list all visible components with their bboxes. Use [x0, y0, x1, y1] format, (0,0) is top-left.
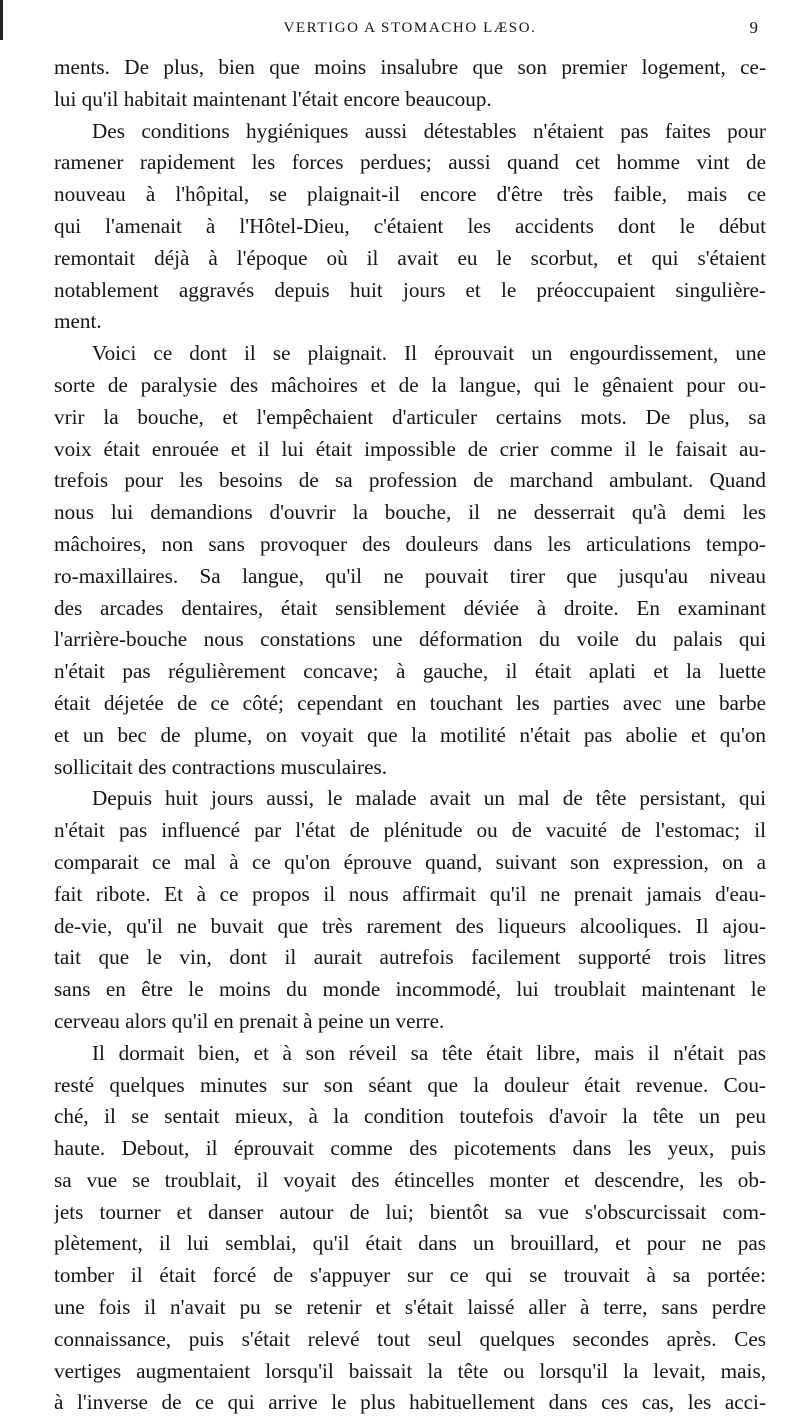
text-line: sans en être le moins du monde incommodé, lui troublait maintenant le [54, 977, 766, 1002]
text-line: Il dormait bien, et à son réveil sa tête était libre, mais il n'était pas [92, 1040, 766, 1065]
text-line: fait ribote. Et à ce propos il nous affirmait qu'il ne prenait jamais d'eau- [54, 881, 766, 906]
text-line: lui qu'il habitait maintenant l'était encore beaucoup. [54, 86, 492, 111]
text-line: tomber il était forcé de s'appuyer sur ce qui se trouvait à sa portée: [54, 1263, 766, 1288]
text-line: resté quelques minutes sur son séant que la douleur était revenue. Cou- [54, 1072, 766, 1097]
text-line: remontait déjà à l'époque où il avait eu le scorbut, et qui s'étaient [54, 245, 766, 270]
text-line: ché, il se sentait mieux, à la condition toutefois d'avoir la tête un peu [54, 1104, 766, 1129]
running-head [54, 0, 766, 48]
text-line: Voici ce dont il se plaignait. Il éprouvait un engourdissement, une [92, 341, 766, 366]
text-line: Depuis huit jours aussi, le malade avait un mal de tête persistant, qui [92, 786, 766, 811]
text-line: Des conditions hygiéniques aussi détestables n'étaient pas faites pour [92, 118, 766, 143]
text-line: sorte de paralysie des mâchoires et de la langue, qui le gênaient pour ou- [54, 372, 766, 397]
text-line: trefois pour les besoins de sa profession de marchand ambulant. Quand [54, 468, 766, 493]
text-line: jets tourner et danser autour de lui; bientôt sa vue s'obscurcissait com- [54, 1199, 766, 1224]
text-line: haute. Debout, il éprouvait comme des picotements dans les yeux, puis [54, 1136, 766, 1161]
text-line: vrir la bouche, et l'empêchaient d'articuler certains mots. De plus, sa [54, 404, 766, 429]
text-line: voix était enrouée et il lui était impossible de crier comme il le faisait au- [54, 436, 766, 461]
text-line: sa vue se troublait, il voyait des étincelles monter et descendre, les ob- [54, 1167, 766, 1192]
text-line: comparait ce mal à ce qu'on éprouve quand, suivant son expression, on a [54, 849, 766, 874]
text-line: mâchoires, non sans provoquer des douleurs dans les articulations tempo- [54, 531, 766, 556]
text-line: nouveau à l'hôpital, se plaignait-il encore d'être très faible, mais ce [54, 182, 766, 207]
text-line: ro-maxillaires. Sa langue, qu'il ne pouvait tirer que jusqu'au niveau [54, 563, 766, 588]
scan-edge-mark [0, 0, 3, 40]
text-line: qui l'amenait à l'Hôtel-Dieu, c'étaient les accidents dont le début [54, 213, 766, 238]
text-line: de-vie, qu'il ne buvait que très rarement des liqueurs alcooliques. Il ajou- [54, 913, 766, 938]
body-text [54, 52, 766, 1419]
running-title: VERTIGO A STOMACHO LÆSO. [283, 20, 537, 36]
text-line: n'était pas influencé par l'état de plénitude ou de vacuité de l'estomac; il [54, 818, 766, 843]
text-line: et un bec de plume, on voyait que la motilité n'était pas abolie et qu'on [54, 722, 766, 747]
text-line: notablement aggravés depuis huit jours et le préoccupaient singulière- [54, 277, 766, 302]
text-line: plètement, il lui semblai, qu'il était dans un brouillard, et pour ne pas [54, 1231, 766, 1256]
text-line: ments. De plus, bien que moins insalubre que son premier logement, ce- [54, 55, 766, 79]
text-line: nous lui demandions d'ouvrir la bouche, il ne desserrait qu'à demi les [54, 500, 766, 525]
text-line: une fois il n'avait pu se retenir et s'était laissé aller à terre, sans perdre [54, 1295, 766, 1320]
text-line: l'arrière-bouche nous constations une déformation du voile du palais qui [54, 627, 766, 652]
text-line: tait que le vin, dont il aurait autrefois facilement supporté trois litres [54, 945, 766, 970]
book-page [54, 0, 766, 1415]
text-line: sollicitait des contractions musculaires. [54, 754, 388, 779]
text-line: connaissance, puis s'était relevé tout seul quelques secondes après. Ces [54, 1326, 766, 1351]
text-line: ment. [54, 309, 102, 334]
text-line: était déjetée de ce côté; cependant en touchant les parties avec une barbe [54, 690, 766, 715]
text-line: cerveau alors qu'il en prenait à peine un verre. [54, 1008, 445, 1033]
page-number: 9 [749, 18, 758, 37]
text-line: ramener rapidement les forces perdues; aussi quand cet homme vint de [54, 150, 766, 175]
text-line: n'était pas régulièrement concave; à gauche, il était aplati et la luette [54, 659, 766, 684]
text-line: vertiges augmentaient lorsqu'il baissait la tête ou lorsqu'il la levait, mais, [54, 1358, 766, 1383]
text-line: des arcades dentaires, était sensiblement déviée à droite. En examinant [54, 595, 766, 620]
text-line: à l'inverse de ce qui arrive le plus habituellement dans ces cas, les acci- [54, 1390, 766, 1415]
